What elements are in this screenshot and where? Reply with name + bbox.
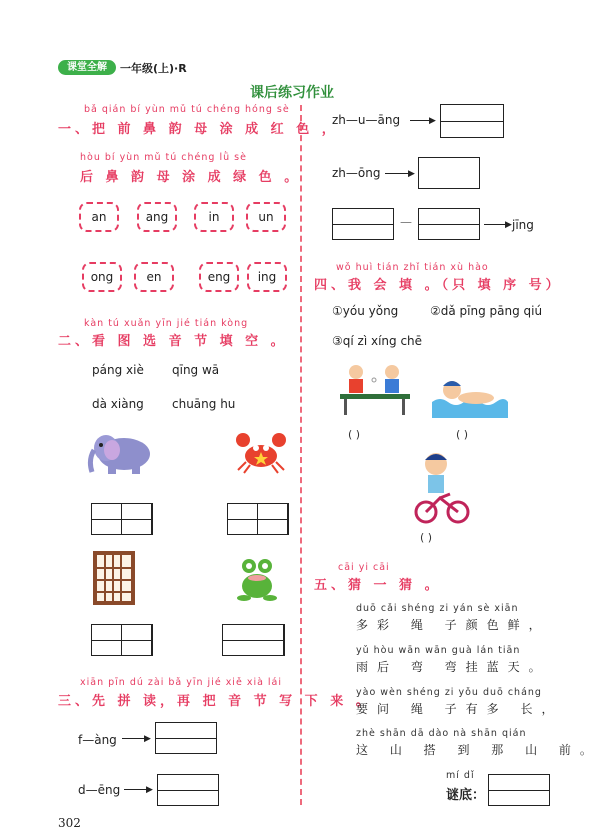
result-jing: jīng <box>512 218 534 232</box>
answer-box-frog[interactable] <box>222 624 285 656</box>
riddle-pinyin: zhè shān dā dào nà shān qián <box>356 728 527 739</box>
spell-item-zhong: zh—ōng <box>332 166 381 180</box>
option-qingwa: qīng wā <box>172 363 220 377</box>
section1-pinyin-1: bǎ qián bí yùn mǔ tú chéng hóng sè <box>84 104 290 115</box>
section5-title: 五、猜 一 猜 。 <box>314 578 442 593</box>
answer-pinyin: mí dǐ <box>446 770 475 781</box>
section3-title: 三、先 拼 读，再 把 音 节 写 下 来 。 <box>58 694 373 709</box>
elephant-image <box>86 428 154 478</box>
rhyme-chip[interactable]: ing <box>247 262 287 292</box>
choice-cycling: ③qí zì xíng chē <box>332 334 423 348</box>
choice-pingpong: ②dǎ pīng pāng qiú <box>430 304 543 318</box>
window-image <box>92 550 136 606</box>
spell-item-deng: d—ēng <box>78 783 121 797</box>
riddle-pinyin: yào wèn shéng zi yǒu duō cháng <box>356 687 542 698</box>
spell-item-fang: f—àng <box>78 733 117 747</box>
section1-title-2: 后 鼻 韵 母 涂 成 绿 色 。 <box>80 170 302 185</box>
answer-box-syllable-1[interactable] <box>332 208 394 240</box>
section1-title-1: 一、把 前 鼻 韵 母 涂 成 红 色 ， <box>58 122 339 137</box>
option-chuanghu: chuāng hu <box>172 397 236 411</box>
rhyme-chip[interactable]: en <box>134 262 174 292</box>
rhyme-chip[interactable]: eng <box>199 262 239 292</box>
page-title: 课后练习作业 <box>250 85 334 101</box>
section5-pinyin: cāi yi cāi <box>338 562 390 573</box>
riddle-pinyin: yǔ hòu wān wān guà lán tiān <box>356 645 521 656</box>
arrow-head-icon: ▶ <box>146 785 153 795</box>
answer-paren-pingpong[interactable]: ( ) <box>348 428 361 441</box>
answer-box-riddle[interactable] <box>488 774 550 806</box>
section4-title: 四、我 会 填 。（只 填 序 号） <box>314 278 563 293</box>
answer-box-syllable-2[interactable] <box>418 208 480 240</box>
answer-box-fang[interactable] <box>155 722 217 754</box>
arrow-head-icon: ▶ <box>429 116 436 126</box>
riddle-line: 雨后 弯 弯挂蓝天。 <box>356 660 550 674</box>
page-number: 302 <box>58 816 81 830</box>
rhyme-chip[interactable]: ang <box>137 202 177 232</box>
choice-swimming: ①yóu yǒng <box>332 304 399 318</box>
option-pangxie: páng xiè <box>92 363 144 377</box>
answer-box-zhuang[interactable] <box>440 104 504 138</box>
spell-item-zhuang: zh—u—āng <box>332 113 401 127</box>
section2-title: 二、看 图 选 音 节 填 空 。 <box>58 334 288 349</box>
arrow-head-icon: ▶ <box>408 169 415 179</box>
rhyme-chip[interactable]: ong <box>82 262 122 292</box>
riddle-pinyin: duō cǎi shéng zi yán sè xiān <box>356 603 519 614</box>
riddle-line: 多彩 绳 子颜色鲜， <box>356 618 550 632</box>
answer-label: 谜底： <box>446 788 486 803</box>
cycling-image <box>414 448 470 526</box>
section3-pinyin: xiān pīn dú zài bǎ yīn jié xiě xià lái <box>80 677 283 688</box>
answer-paren-swimming[interactable]: ( ) <box>456 428 469 441</box>
answer-box-elephant[interactable] <box>91 503 153 535</box>
arrow-head-icon: ▶ <box>505 220 512 230</box>
frog-image <box>236 556 278 604</box>
answer-box-zhong[interactable] <box>418 157 480 189</box>
riddle-line: 要问 绳 子有多 长， <box>356 702 563 716</box>
answer-box-window[interactable] <box>91 624 153 656</box>
section2-pinyin: kàn tú xuǎn yīn jié tián kòng <box>84 318 249 329</box>
answer-paren-cycling[interactable]: ( ) <box>420 531 433 544</box>
section4-pinyin: wǒ huì tián zhǐ tián xù hào <box>336 262 489 273</box>
answer-box-crab[interactable] <box>227 503 289 535</box>
section1-pinyin-2: hòu bí yùn mǔ tú chéng lǜ sè <box>80 152 247 163</box>
crab-image <box>234 430 288 476</box>
grade-label: 一年级(上)·R <box>120 62 187 75</box>
dash-separator: — <box>400 215 412 229</box>
swimming-image <box>430 372 508 418</box>
riddle-line: 这 山 搭 到 那 山 前。 <box>356 743 601 757</box>
rhyme-chip[interactable]: un <box>246 202 286 232</box>
book-logo: 课堂全解 <box>58 60 116 75</box>
rhyme-chip[interactable]: an <box>79 202 119 232</box>
arrow-head-icon: ▶ <box>144 734 151 744</box>
pingpong-image <box>334 360 414 418</box>
rhyme-chip[interactable]: in <box>194 202 234 232</box>
option-daxiang: dà xiàng <box>92 397 144 411</box>
answer-box-deng[interactable] <box>157 774 219 806</box>
